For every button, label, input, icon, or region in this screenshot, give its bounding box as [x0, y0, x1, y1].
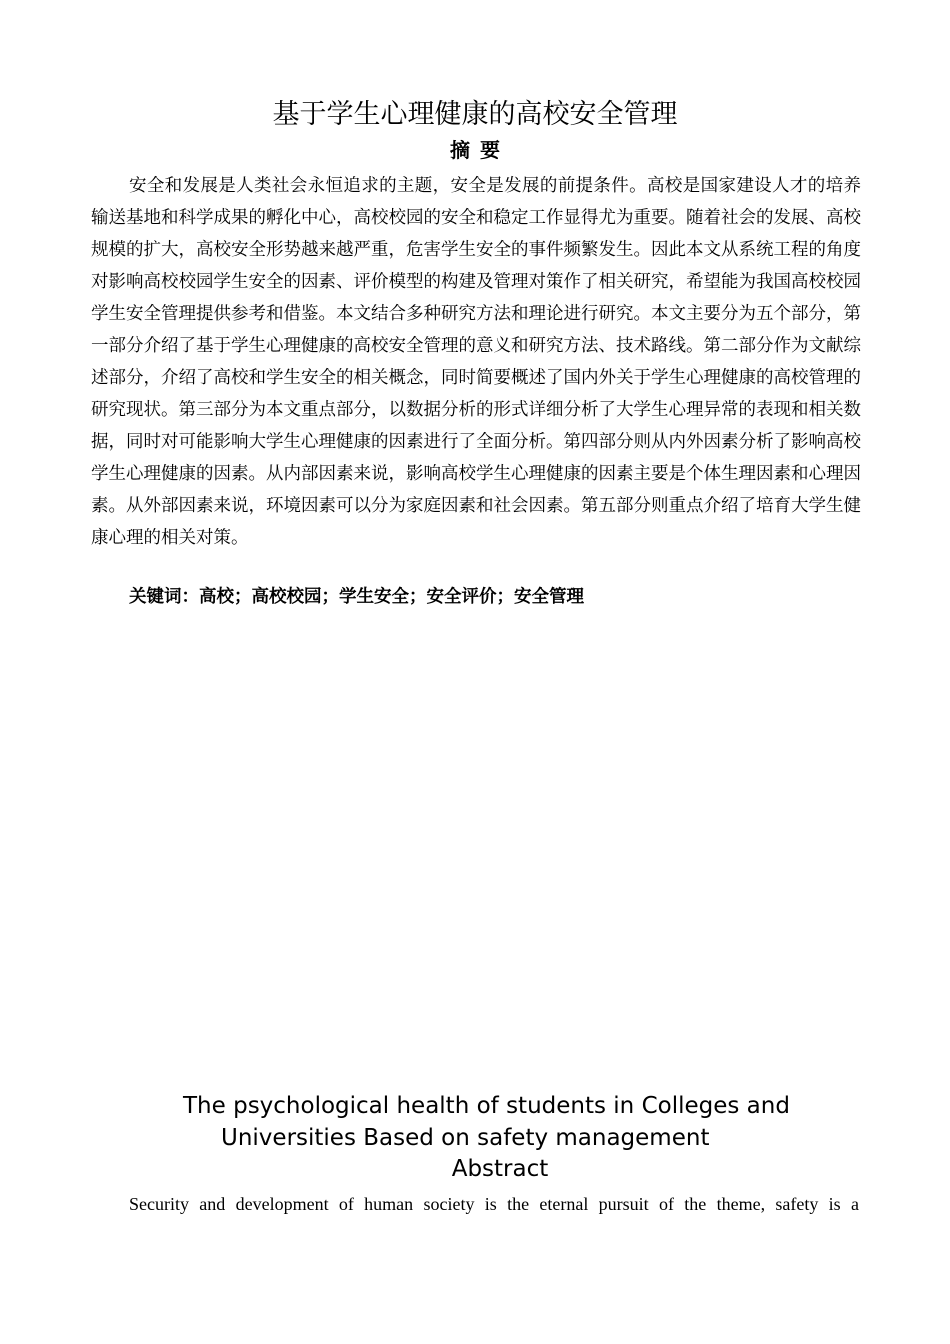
- english-abstract-body: Security and development of human society is the eternal pursuit of the theme, safety is a: [129, 1194, 859, 1214]
- chinese-keywords: 关键词：高校；高校校园；学生安全；安全评价；安全管理: [129, 587, 584, 607]
- english-title-line-1: The psychological health of students in Colleges and: [183, 1093, 790, 1119]
- chinese-abstract-body: 安全和发展是人类社会永恒追求的主题，安全是发展的前提条件。高校是国家建设人才的培养输送基地和科学成果的孵化中心，高校校园的安全和稳定工作显得尤为重要。随着社会的发展、高校规模的扩大，高校安全形势越来越严重，危害学生安全的事件频繁发生。因此本文从系统工程的角度对影响高校校园学生安全的因素、评价模型的构建及管理对策作了相关研究，希望能为我国高校校园学生安全管理提供参考和借鉴。本文结合多种研究方法和理论进行研究。本文主要分为五个部分，第一部分介绍了基于学生心理健康的高校安全管理的意义和研究方法、技术路线。第二部分作为文献综述部分，介绍了高校和学生安全的相关概念，同时简要概述了国内外关于学生心理健康的高校管理的研究现状。第三部分为本文重点部分，以数据分析的形式详细分析了大学生心理异常的表现和相关数据，同时对可能影响大学生心理健康的因素进行了全面分析。第四部分则从内外因素分析了影响高校学生心理健康的因素。从内部因素来说，影响高校学生心理健康的因素主要是个体生理因素和心理因素。从外部因素来说，环境因素可以分为家庭因素和社会因素。第五部分则重点介绍了培育大学生健康心理的相关对策。: [91, 176, 861, 548]
- english-title: [0, 1090, 950, 1154]
- chinese-title: 基于学生心理健康的高校安全管理: [272, 99, 678, 130]
- english-title-line-2: Universities Based on safety management: [221, 1125, 710, 1151]
- chinese-abstract-heading: 摘要: [450, 138, 510, 162]
- english-abstract-heading: Abstract: [451, 1156, 549, 1182]
